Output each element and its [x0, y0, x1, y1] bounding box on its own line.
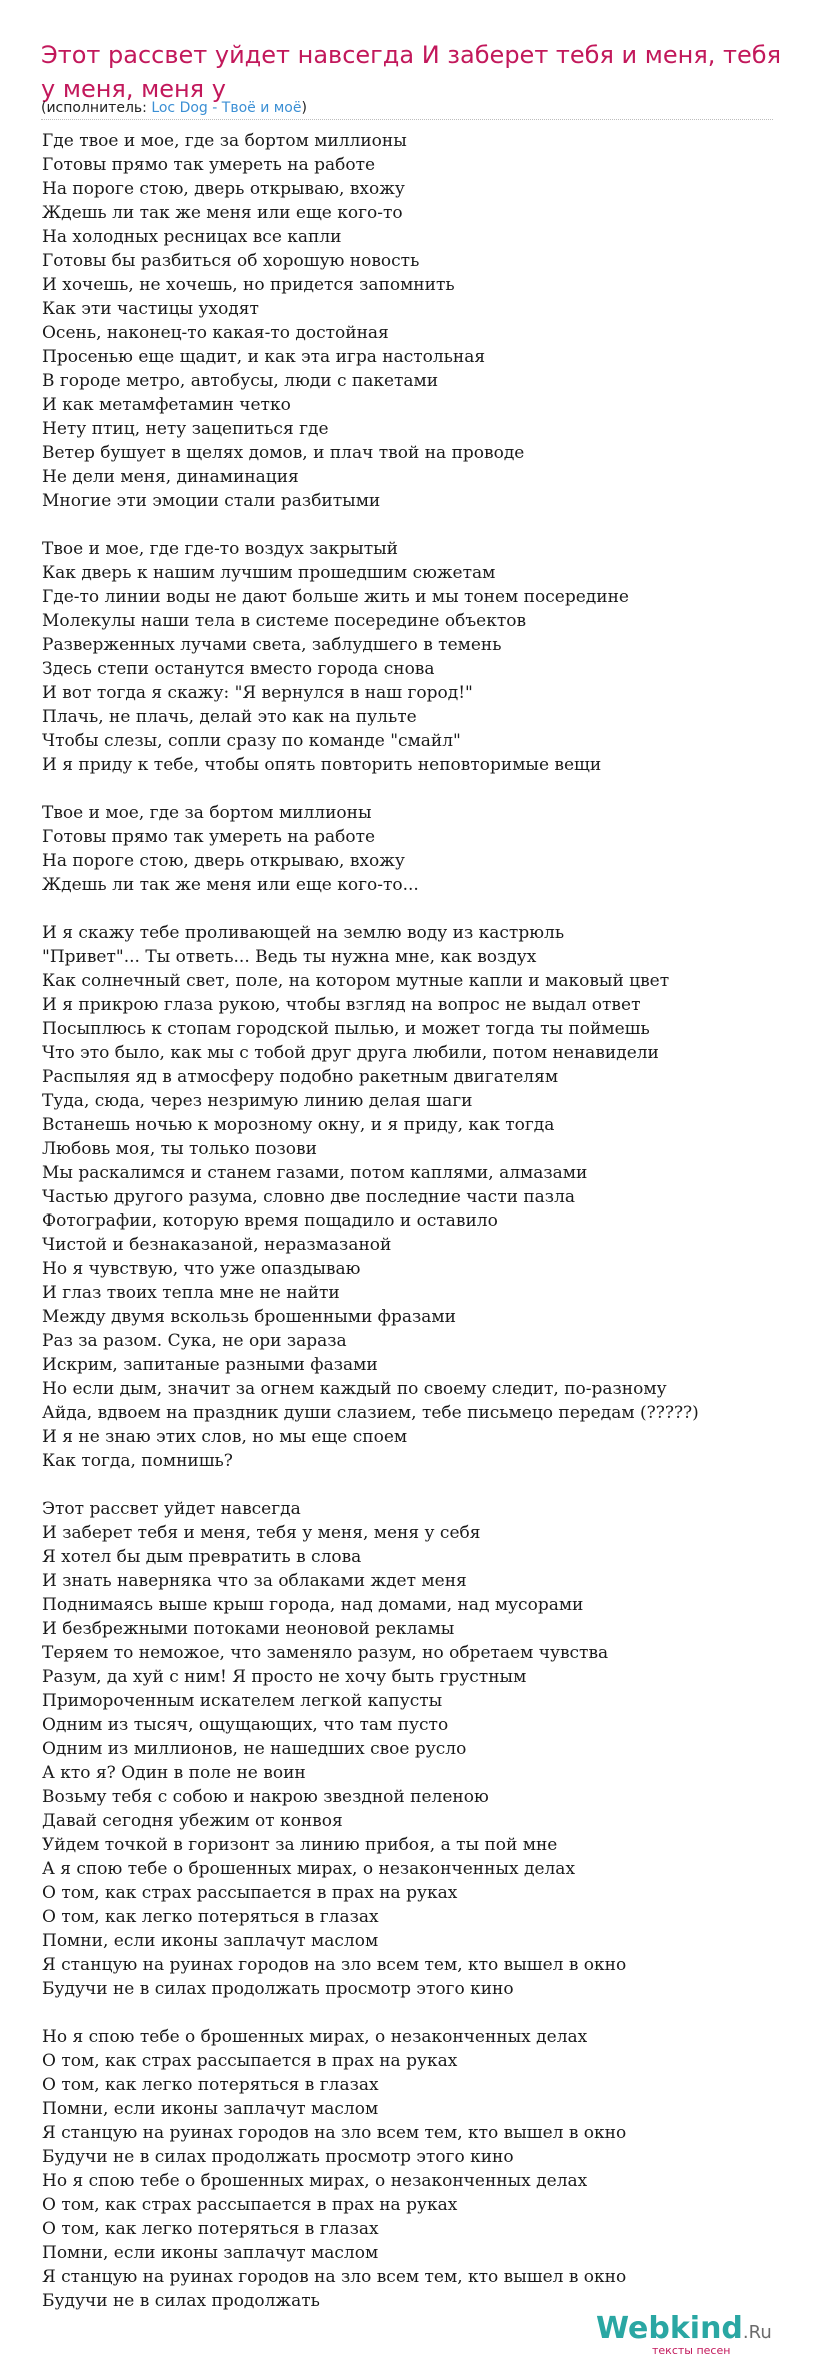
lyric-line: Нету птиц, нету зацепиться где [42, 419, 329, 439]
lyrics-stanza [42, 921, 814, 1473]
lyric-line: Готовы бы разбиться об хорошую новость [42, 251, 420, 271]
lyric-line: О том, как легко потеряться в глазах [42, 1907, 379, 1927]
lyric-line: Как дверь к нашим лучшим прошедшим сюжетам [42, 563, 496, 583]
lyric-line: "Привет"... Ты ответь... Ведь ты нужна мне, как воздух [42, 947, 537, 967]
lyric-line: Здесь степи останутся вместо города снова [42, 659, 435, 679]
performer-line [41, 99, 307, 117]
lyrics-stanza [42, 129, 814, 513]
lyric-line: Туда, сюда, через незримую линию делая шаги [42, 1091, 473, 1111]
lyric-line: Ждешь ли так же меня или еще кого-то... [42, 875, 419, 895]
lyric-line: Встанешь ночью к морозному окну, и я приду, как тогда [42, 1115, 555, 1135]
lyric-line: На пороге стою, дверь открываю, вхожу [42, 851, 405, 871]
lyric-line: Твое и мое, где где-то воздух закрытый [42, 539, 398, 559]
watermark-tagline: тексты песен [652, 2344, 731, 2357]
header-divider [41, 119, 773, 120]
watermark-tld: .Ru [742, 2322, 772, 2343]
watermark-brand: Webkind [596, 2311, 743, 2346]
lyric-line: И заберет тебя и меня, тебя у меня, меня у себя [42, 1523, 481, 1543]
lyric-line: Ждешь ли так же меня или еще кого-то [42, 203, 403, 223]
lyric-line: О том, как страх рассыпается в прах на руках [42, 2051, 458, 2071]
lyric-line: Чтобы слезы, сопли сразу по команде "смайл" [42, 731, 461, 751]
lyric-line: Но если дым, значит за огнем каждый по своему следит, по-разному [42, 1379, 667, 1399]
lyric-line: И знать наверняка что за облаками ждет меня [42, 1571, 467, 1591]
lyric-line: Осень, наконец-то какая-то достойная [42, 323, 389, 343]
lyric-line: Помни, если иконы заплачут маслом [42, 1931, 379, 1951]
lyric-line: И хочешь, не хочешь, но придется запомнить [42, 275, 455, 295]
lyric-line: И как метамфетамин четко [42, 395, 291, 415]
lyric-line: Давай сегодня убежим от конвоя [42, 1811, 343, 1831]
lyric-line: Плачь, не плачь, делай это как на пульте [42, 707, 417, 727]
lyric-line: Помни, если иконы заплачут маслом [42, 2243, 379, 2263]
lyric-line: Я станцую на руинах городов на зло всем тем, кто вышел в окно [42, 1955, 627, 1975]
lyric-line: А я спою тебе о брошенных мирах, о незаконченных делах [42, 1859, 576, 1879]
lyric-line: И я скажу тебе проливающей на землю воду из кастрюль [42, 923, 565, 943]
lyric-line: О том, как легко потеряться в глазах [42, 2075, 379, 2095]
lyric-line: Будучи не в силах продолжать просмотр этого кино [42, 1979, 514, 1999]
song-title: Этот рассвет уйдет навсегда И заберет тебя и меня, тебя у меня, меня у [41, 41, 782, 103]
lyric-line: Молекулы наши тела в системе посередине объектов [42, 611, 527, 631]
lyrics-stanza [42, 801, 814, 897]
lyric-line: Помни, если иконы заплачут маслом [42, 2099, 379, 2119]
lyric-line: Я станцую на руинах городов на зло всем тем, кто вышел в окно [42, 2267, 627, 2287]
lyric-line: Посыплюсь к стопам городской пылью, и может тогда ты поймешь [42, 1019, 650, 1039]
lyric-line: Как тогда, помнишь? [42, 1451, 233, 1471]
lyrics-stanza [42, 537, 814, 777]
lyric-line: Одним из тысяч, ощущающих, что там пусто [42, 1715, 449, 1735]
lyric-line: Распыляя яд в атмосферу подобно ракетным двигателям [42, 1067, 559, 1087]
lyric-line: На холодных ресницах все капли [42, 227, 342, 247]
lyric-line: Что это было, как мы с тобой друг друга любили, потом ненавидели [42, 1043, 659, 1063]
lyric-line: Ветер бушует в щелях домов, и плач твой на проводе [42, 443, 525, 463]
lyric-line: Одним из миллионов, не нашедших свое русло [42, 1739, 467, 1759]
lyric-line: Твое и мое, где за бортом миллионы [42, 803, 372, 823]
performer-prefix: (исполнитель: [41, 100, 152, 116]
lyric-line: Поднимаясь выше крыш города, над домами, над мусорами [42, 1595, 584, 1615]
lyric-line: Уйдем точкой в горизонт за линию прибоя, а ты пой мне [42, 1835, 558, 1855]
lyric-line: О том, как легко потеряться в глазах [42, 2219, 379, 2239]
lyric-line: Не дели меня, динаминация [42, 467, 299, 487]
lyric-line: Где твое и мое, где за бортом миллионы [42, 131, 407, 151]
lyric-line: И вот тогда я скажу: "Я вернулся в наш город!" [42, 683, 473, 703]
performer-link[interactable]: Loc Dog - Твоё и моё [151, 100, 302, 116]
lyric-line: И я прикрою глаза рукою, чтобы взгляд на вопрос не выдал ответ [42, 995, 641, 1015]
lyric-line: Как солнечный свет, поле, на котором мутные капли и маковый цвет [42, 971, 670, 991]
lyric-line: Чистой и безнаказаной, неразмазаной [42, 1235, 392, 1255]
lyric-line: Просенью еще щадит, и как эта игра настольная [42, 347, 486, 367]
lyric-line: В городе метро, автобусы, люди с пакетами [42, 371, 439, 391]
lyric-line: Готовы прямо так умереть на работе [42, 155, 376, 175]
lyric-line: И глаз твоих тепла мне не найти [42, 1283, 340, 1303]
lyric-line: Теряем то неможое, что заменяло разум, но обретаем чувства [42, 1643, 609, 1663]
lyric-line: Айда, вдвоем на праздник души слазием, тебе письмецо передам (?????) [42, 1403, 699, 1423]
lyric-line: А кто я? Один в поле не воин [42, 1763, 306, 1783]
lyric-line: Возьму тебя с собою и накрою звездной пеленою [42, 1787, 489, 1807]
site-watermark [596, 2312, 796, 2358]
lyric-line: Но я спою тебе о брошенных мирах, о незаконченных делах [42, 2171, 588, 2191]
lyric-line: О том, как страх рассыпается в прах на руках [42, 2195, 458, 2215]
lyric-line: Многие эти эмоции стали разбитыми [42, 491, 381, 511]
lyric-line: Раз за разом. Сука, не ори зараза [42, 1331, 347, 1351]
lyric-line: Любовь моя, ты только позови [42, 1139, 317, 1159]
lyric-line: Но я чувствую, что уже опаздываю [42, 1259, 361, 1279]
lyric-line: Между двумя вскользь брошенными фразами [42, 1307, 456, 1327]
lyric-line: Будучи не в силах продолжать [42, 2291, 320, 2311]
lyrics-stanza [42, 2025, 814, 2313]
lyric-line: О том, как страх рассыпается в прах на руках [42, 1883, 458, 1903]
lyric-line: Примороченным искателем легкой капусты [42, 1691, 443, 1711]
lyric-line: Фотографии, которую время пощадило и оставило [42, 1211, 498, 1231]
lyric-line: Но я спою тебе о брошенных мирах, о незаконченных делах [42, 2027, 588, 2047]
lyrics-body [42, 129, 814, 2313]
lyric-line: И безбрежными потоками неоновой рекламы [42, 1619, 455, 1639]
lyric-line: Где-то линии воды не дают больше жить и мы тонем посередине [42, 587, 629, 607]
lyric-line: На пороге стою, дверь открываю, вхожу [42, 179, 405, 199]
lyric-line: Разум, да хуй с ним! Я просто не хочу быть грустным [42, 1667, 527, 1687]
lyric-line: Разверженных лучами света, заблудшего в темень [42, 635, 502, 655]
lyric-line: Готовы прямо так умереть на работе [42, 827, 376, 847]
lyric-line: Будучи не в силах продолжать просмотр этого кино [42, 2147, 514, 2167]
lyric-line: Искрим, запитаные разными фазами [42, 1355, 378, 1375]
lyric-line: Как эти частицы уходят [42, 299, 259, 319]
lyric-line: Мы раскалимся и станем газами, потом каплями, алмазами [42, 1163, 588, 1183]
lyric-line: Этот рассвет уйдет навсегда [42, 1499, 301, 1519]
lyric-line: И я приду к тебе, чтобы опять повторить неповторимые вещи [42, 755, 602, 775]
lyric-line: Я станцую на руинах городов на зло всем тем, кто вышел в окно [42, 2123, 627, 2143]
performer-suffix: ) [301, 100, 307, 116]
lyric-line: Я хотел бы дым превратить в слова [42, 1547, 362, 1567]
lyric-line: Частью другого разума, словно две последние части пазла [42, 1187, 576, 1207]
lyric-line: И я не знаю этих слов, но мы еще споем [42, 1427, 408, 1447]
lyrics-stanza [42, 1497, 814, 2001]
